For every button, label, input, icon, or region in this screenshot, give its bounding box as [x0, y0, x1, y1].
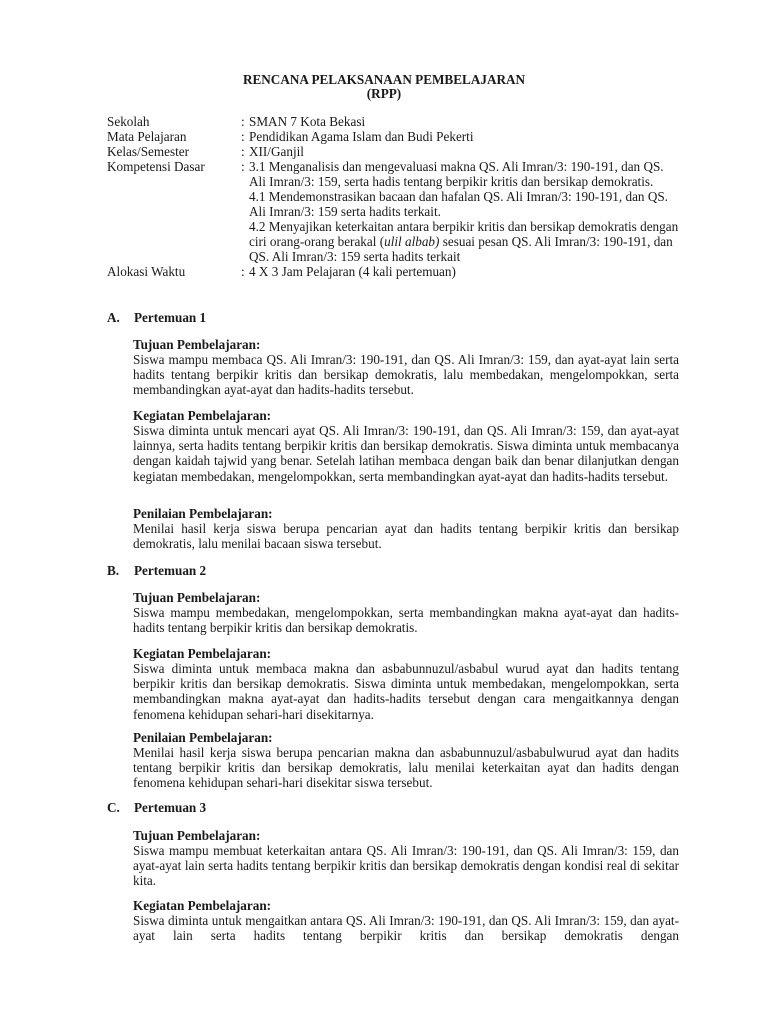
section-c-title: Pertemuan 3 [134, 800, 207, 815]
alokasi-value: 4 X 3 Jam Pelajaran (4 kali pertemuan) [249, 264, 456, 279]
section-c-kegiatan [133, 898, 679, 943]
tujuan-heading: Tujuan Pembelajaran: [133, 337, 261, 352]
colon: : [241, 264, 245, 279]
kompetensi-3-1: 3.1 Menganalisis dan mengevaluasi makna QS. Ali Imran/3: 190-191, dan QS. Ali Imran/3: 159, serta hadis tentang berpikir kritis dan bersikap demokratis. [249, 159, 664, 189]
section-a-tujuan [133, 337, 679, 398]
mapel-value: Pendidikan Agama Islam dan Budi Pekerti [249, 129, 474, 144]
kelas-value: XII/Ganjil [249, 144, 304, 159]
colon: : [241, 129, 245, 144]
kegiatan-text: Siswa diminta untuk mengaitkan antara QS. Ali Imran/3: 190-191, dan QS. Ali Imran/3: 159, dan ayat-ayat lain serta hadits tentang berpikir kritis dan bersikap demokratis dengan [133, 913, 679, 944]
kompetensi-4-2 [249, 219, 679, 264]
section-b-penilaian [133, 730, 679, 791]
tujuan-text: Siswa mampu membedakan, mengelompokkan, serta membandingkan makna ayat-ayat dan hadits-hadits tentang berpikir kritis dan bersikap demokratis. [133, 605, 679, 636]
tujuan-heading: Tujuan Pembelajaran: [133, 590, 261, 605]
penilaian-text: Menilai hasil kerja siswa berupa pencarian ayat dan hadits tentang berpikir kritis dan bersikap demokratis, lalu menilai bacaan siswa tersebut. [133, 521, 679, 552]
kegiatan-text: Siswa diminta untuk membaca makna dan asbabunnuzul/asbabul wurud ayat dan hadits tentang berpikir kritis dan bersikap demokratis. Siswa diminta untuk membedakan, mengelompokkan, serta membandingkan makna ayat-ayat dan hadits-hadits tersebut dengan cara mengaitkannya dengan fenomena kehidupan sehari-hari disekitarnya. [133, 661, 679, 722]
section-c-tujuan [133, 828, 679, 889]
kegiatan-text: Siswa diminta untuk mencari ayat QS. Ali Imran/3: 190-191, dan QS. Ali Imran/3: 159, dan ayat-ayat lainnya, serta hadits tentang berpikir kritis dan bersikap demokratis. Siswa diminta untuk membacanya dengan kaidah tajwid yang benar. Setelah latihan membaca dengan baik dan benar dilanjutkan dengan kegiatan membedakan, mengelompokkan, serta membandingkan ayat-ayat dan hadits-hadits tersebut. [133, 423, 679, 484]
tujuan-text: Siswa mampu membuat keterkaitan antara QS. Ali Imran/3: 190-191, dan QS. Ali Imran/3: 159, dan ayat-ayat lain serta hadits tentang berpikir kritis dan bersikap demokratis dengan kondisi real di sekitar kita. [133, 843, 679, 889]
sekolah-label: Sekolah [107, 114, 150, 129]
tujuan-heading: Tujuan Pembelajaran: [133, 828, 261, 843]
identity-row-sekolah [107, 114, 687, 129]
kompetensi-label: Kompetensi Dasar [107, 159, 205, 174]
kegiatan-heading: Kegiatan Pembelajaran: [133, 898, 272, 913]
penilaian-text: Menilai hasil kerja siswa berupa pencarian makna dan asbabunnuzul/asbabulwurud ayat dan hadits tentang berpikir kritis dan bersikap demokratis, lalu menilai keterkaitan ayat dan hadits dengan fenomena kehidupan sehari-hari disekitar siswa tersebut. [133, 745, 679, 791]
penilaian-heading: Penilaian Pembelajaran: [133, 506, 273, 521]
ulil-albab-term: ulil albab) [384, 234, 440, 249]
section-a-penilaian [133, 506, 679, 551]
identity-row-alokasi [107, 264, 687, 279]
identity-row-mapel [107, 129, 687, 144]
colon: : [241, 144, 245, 159]
section-a-heading [107, 310, 681, 325]
section-a-letter: A. [107, 310, 120, 325]
section-b-tujuan [133, 590, 679, 635]
identity-row-kelas [107, 144, 687, 159]
section-b-title: Pertemuan 2 [134, 563, 207, 578]
kompetensi-4-2-part1: 4.2 Menyajikan keterkaitan antara berpikir kritis dan bersikap demokratis dengan ciri orang-orang berakal ( [249, 219, 679, 249]
alokasi-label: Alokasi Waktu [107, 264, 186, 279]
section-a-kegiatan [133, 408, 679, 484]
kompetensi-4-1: 4.1 Mendemonstrasikan bacaan dan hafalan QS. Ali Imran/3: 190-191, dan QS. Ali Imran/3: 159 serta hadits terkait. [249, 189, 668, 219]
document-title: RENCANA PELAKSANAAN PEMBELAJARAN [242, 72, 526, 87]
kompetensi-4-2-part2: sesuai pesan QS. Ali Imran/3: 190-191, dan QS. Ali Imran/3: 159 serta hadits terkait [249, 234, 673, 264]
kegiatan-heading: Kegiatan Pembelajaran: [133, 646, 272, 661]
section-b-kegiatan [133, 646, 679, 722]
kompetensi-value [249, 159, 679, 264]
kelas-label: Kelas/Semester [107, 144, 190, 159]
section-b-heading [107, 563, 681, 578]
identity-block [107, 114, 687, 279]
section-a-title: Pertemuan 1 [134, 310, 207, 325]
section-b-letter: B. [107, 563, 120, 578]
colon: : [241, 159, 245, 174]
sekolah-value: SMAN 7 Kota Bekasi [249, 114, 366, 129]
kegiatan-heading: Kegiatan Pembelajaran: [133, 408, 272, 423]
section-c-letter: C. [107, 800, 120, 815]
colon: : [241, 114, 245, 129]
mapel-label: Mata Pelajaran [107, 129, 187, 144]
document-subtitle: (RPP) [366, 86, 402, 101]
tujuan-text: Siswa mampu membaca QS. Ali Imran/3: 190-191, dan QS. Ali Imran/3: 159, dan ayat-ayat lain serta hadits tentang berpikir kritis dan bersikap demokratis, lalu membedakan, mengelompokkan, serta membandingkan ayat-ayat dan hadits-hadits tersebut. [133, 352, 679, 398]
penilaian-heading: Penilaian Pembelajaran: [133, 730, 273, 745]
identity-row-kompetensi [107, 159, 687, 264]
section-c-heading [107, 800, 681, 815]
